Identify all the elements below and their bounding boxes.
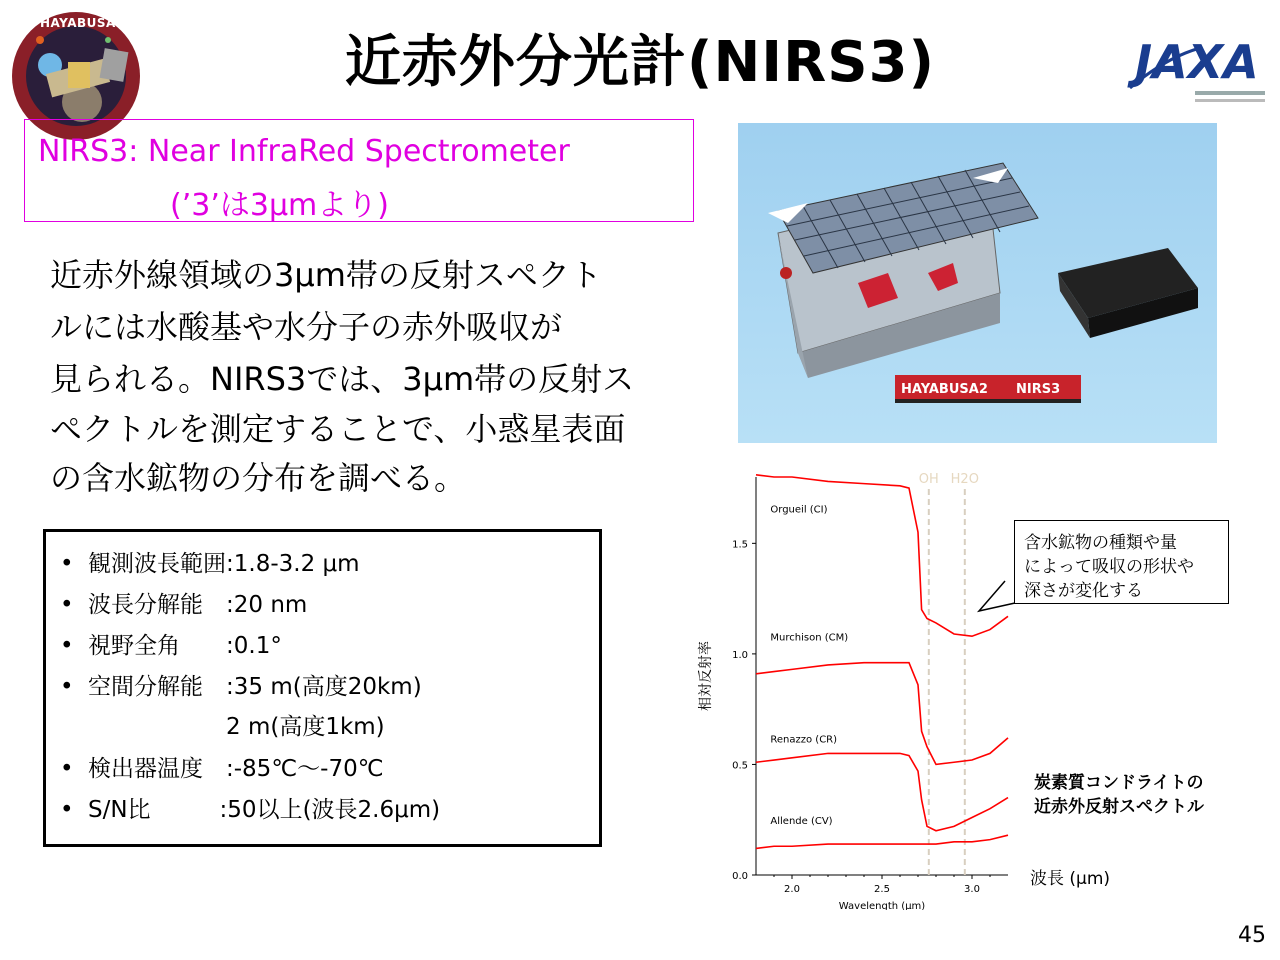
series-line <box>756 835 1008 848</box>
marker-label: OH <box>918 472 939 487</box>
spec-item <box>60 750 384 783</box>
series-label: Orgueil (CI) <box>770 504 828 516</box>
series-line <box>756 663 1008 765</box>
callout-text: 含水鉱物の種類や量 <box>1024 533 1177 553</box>
x-unit-label: 波長 (μm) <box>1030 869 1111 889</box>
spec-text: 波長分解能 :20 nm <box>88 592 308 618</box>
instrument-photo <box>738 123 1217 443</box>
chart-caption: 近赤外反射スペクトル <box>1034 797 1204 817</box>
page-number: 45 <box>1238 923 1266 948</box>
y-axis-label: 相対反射率 <box>698 641 714 711</box>
spec-text: 空間分解能 :35 m(高度20km) <box>88 674 422 700</box>
x-tick-label: 3.0 <box>964 884 980 895</box>
photo-label-hayabusa2: HAYABUSA2 <box>901 382 988 397</box>
spec-text: 視野全角 :0.1° <box>88 633 282 659</box>
logo-text: HAYABUSA2 <box>40 16 125 30</box>
page-title: 近赤外分光計(NIRS3) <box>344 30 936 95</box>
spec-item <box>60 586 307 619</box>
svg-text:JAXA: JAXA <box>1135 35 1259 89</box>
spec-item <box>60 627 282 660</box>
bullet: • <box>60 592 74 618</box>
bullet: • <box>60 633 74 659</box>
bullet: • <box>60 756 74 782</box>
spec-text: 2 m(高度1km) <box>88 714 385 740</box>
bullet: • <box>60 551 74 577</box>
series-label: Murchison (CM) <box>770 632 849 644</box>
x-tick-label: 2.0 <box>784 884 800 895</box>
callout-text: によって吸収の形状や <box>1024 557 1194 577</box>
bullet: • <box>60 797 74 823</box>
callout-text: 深さが変化する <box>1024 581 1143 601</box>
instrument-photo-icon <box>738 123 1217 443</box>
jaxa-logo-icon <box>1125 28 1270 110</box>
reflectance-chart <box>696 465 1026 910</box>
spec-item <box>60 791 440 824</box>
spec-text: 検出器温度 :-85℃～-70℃ <box>88 756 384 782</box>
series-label: Allende (CV) <box>770 816 833 828</box>
y-tick-label: 1.5 <box>732 539 748 551</box>
series-label: Renazzo (CR) <box>770 734 838 746</box>
spec-text: 観測波長範囲:1.8-3.2 μm <box>88 551 360 577</box>
bullet: • <box>60 674 74 700</box>
description-line: ペクトルを測定することで、小惑星表面 <box>50 410 626 448</box>
x-axis-label: Wavelength (μm) <box>838 901 926 910</box>
nirs3-fullname: NIRS3: Near InfraRed Spectrometer <box>38 134 570 169</box>
description-line: 近赤外線領域の3μm帯の反射スペクト <box>50 256 602 294</box>
description-line: の含水鉱物の分布を調べる。 <box>50 459 467 497</box>
jaxa-logo <box>1125 28 1270 110</box>
chart-caption: 炭素質コンドライトの <box>1034 773 1204 793</box>
nirs3-name-origin: (’3’は3μmより) <box>170 188 389 223</box>
y-tick-label: 1.0 <box>732 649 748 661</box>
y-tick-label: 0.0 <box>732 871 748 882</box>
spec-item <box>60 545 360 578</box>
description-line: ルには水酸基や水分子の赤外吸収が <box>50 308 563 346</box>
spec-item <box>60 668 422 701</box>
marker-label: H2O <box>950 472 979 487</box>
y-tick-label: 0.5 <box>732 760 748 772</box>
x-tick-label: 2.5 <box>874 884 890 895</box>
description-line: 見られる。NIRS3では、3μm帯の反射ス <box>50 360 635 398</box>
spec-text: S/N比 :50以上(波長2.6μm) <box>88 797 441 823</box>
spec-item <box>60 708 385 741</box>
photo-label-nirs3: NIRS3 <box>1016 382 1061 397</box>
series-line <box>756 475 1008 636</box>
